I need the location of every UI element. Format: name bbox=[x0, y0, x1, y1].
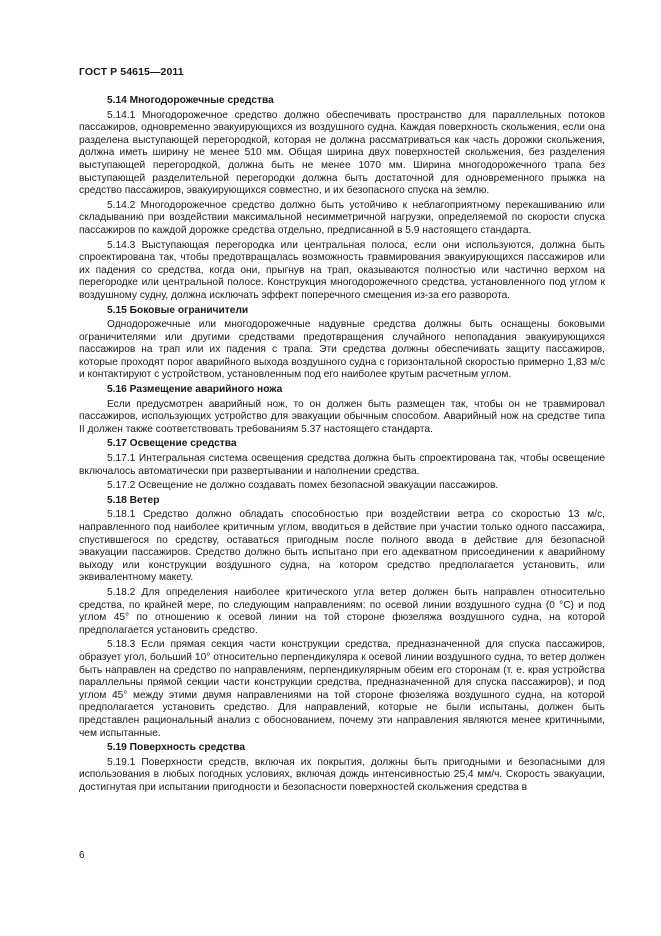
paragraph: 5.17.1 Интегральная система освещения средства должна быть спроектирована так, чтобы освещение включалось автоматически при развертывании и наполнении средства. bbox=[79, 453, 605, 477]
paragraph: 5.17.2 Освещение не должно создавать помех безопасной эвакуации пассажиров. bbox=[107, 480, 499, 492]
section-heading: 5.16 Размещение аварийного ножа bbox=[107, 384, 283, 396]
paragraph: 5.18.1 Средство должно обладать способностью при воздействии ветра со скоростью 13 м/с, направленного под наиболее критичным углом, вводиться в действие при участии только одного пассажира, спустившегося по средству, оставаться пригодным после полного ввода в действие для безопасной эвакуации пассажиров. Средство должно быть испытано при его адекватном присоединении к аварийному выходу или конструкции воздушного судна, на котором средство предполагается установить, или эквивалентному макету. bbox=[79, 509, 605, 584]
paragraph: 5.18.3 Если прямая секция части конструкции средства, предназначенной для спуска пассажиров, образует угол, больший 10° относительно перпендикуляра к осевой линии воздушного судна, то ветер должен быть направлен на средство по направлениям, перпендикулярным обеим его сторонам (т. е. края устройства параллельны прямой секции части конструкции средства, предназначенной для спуска пассажиров), и под углом 45° между этими двумя направлениями на той стороне фюзеляжа воздушного судна, на которой предполагается установить средство. Для направлений, которые не были испытаны, должен быть представлен рациональный анализ с обоснованием, почему эти направления являются менее критичными, чем испытанные. bbox=[79, 639, 605, 739]
paragraph: 5.14.1 Многодорожечное средство должно обеспечивать пространство для параллельных потоков пассажиров, одновременно эвакуирующихся из воздушного судна. Каждая поверхность скольжения, если она разделена выступающей перегородкой, которая не должна рассматриваться как часть дорожки скольжения, должна иметь ширину не менее 510 мм. Общая ширина двух поверхностей скольжения, без разделения выступающей перегородкой, должна быть не менее 1070 мм. Ширина многодорожечного трапа без выступающей разделительной перегородки должна быть достаточной для одновременного прыжка на средство пассажиров, эвакуирующихся совместно, и их безопасного спуска на землю. bbox=[79, 109, 605, 197]
document-header: ГОСТ Р 54615—2011 bbox=[79, 66, 184, 78]
paragraph: 5.14.2 Многодорожечное средство должно быть устойчиво к неблагоприятному перекашиванию или складыванию при воздействии максимальной несимметричной нагрузки, определяемой по скорости спуска пассажиров по каждой дорожке средства отдельно, предписанной в 5.9 настоящего стандарта. bbox=[79, 199, 605, 236]
paragraph: Однодорожечные или многодорожечные надувные средства должны быть оснащены боковыми ограничителями или другими средствами предотвращения случайного непопадания эвакуирующихся пассажиров на трап или их падения с трапа. Эти средства должны обеспечивать защиту пассажиров, которые проходят порог аварийного выхода воздушного судна с горизонтальной скоростью примерно 1,83 м/с и контактируют с устройством, установленным под его наиболее крутым расчетным углом. bbox=[79, 319, 605, 381]
paragraph: 5.14.3 Выступающая перегородка или центральная полоса, если они используются, должна быть спроектирована так, чтобы предотвращалась возможность травмирования эвакуирующихся пассажиров или их падения со средства, когда они, прыгнув на трап, оказываются полностью или частично верхом на перегородке или центральной полосе. Конструкция многодорожечного средства, установленного под углом к воздушному судну, должна исключать эффект поперечного смещения из-за его разворота. bbox=[79, 239, 605, 301]
section-heading: 5.14 Многодорожечные средства bbox=[107, 95, 274, 106]
paragraph: 5.19.1 Поверхности средств, включая их покрытия, должны быть пригодными и безопасными для использования в любых погодных условиях, включая дождь интенсивностью 25,4 мм/ч. Скорость эвакуации, достигнутая при испытании пригодности и безопасности поверхностей скольжения средства в bbox=[79, 756, 605, 793]
page-number: 6 bbox=[79, 850, 85, 861]
paragraph: 5.18.2 Для определения наиболее критического угла ветер должен быть направлен относительно средства, по крайней мере, по следующим направлениям: по осевой линии воздушного судна (0 °С) и под углом 45° по отношению к осевой линии на той стороне фюзеляжа воздушного судна, на которой предполагается установить средство. bbox=[79, 586, 605, 636]
paragraph: Если предусмотрен аварийный нож, то он должен быть размещен так, чтобы он не травмировал пассажиров, использующих устройство для эвакуации обычным способом. Аварийный нож на средстве типа II должен также соответствовать требованиям 5.37 настоящего стандарта. bbox=[79, 398, 605, 435]
document-body bbox=[79, 95, 605, 796]
section-heading: 5.15 Боковые ограничители bbox=[107, 304, 249, 316]
section-heading: 5.19 Поверхность средства bbox=[107, 742, 246, 754]
section-heading: 5.17 Освещение средства bbox=[107, 438, 237, 450]
section-heading: 5.18 Ветер bbox=[107, 494, 160, 506]
